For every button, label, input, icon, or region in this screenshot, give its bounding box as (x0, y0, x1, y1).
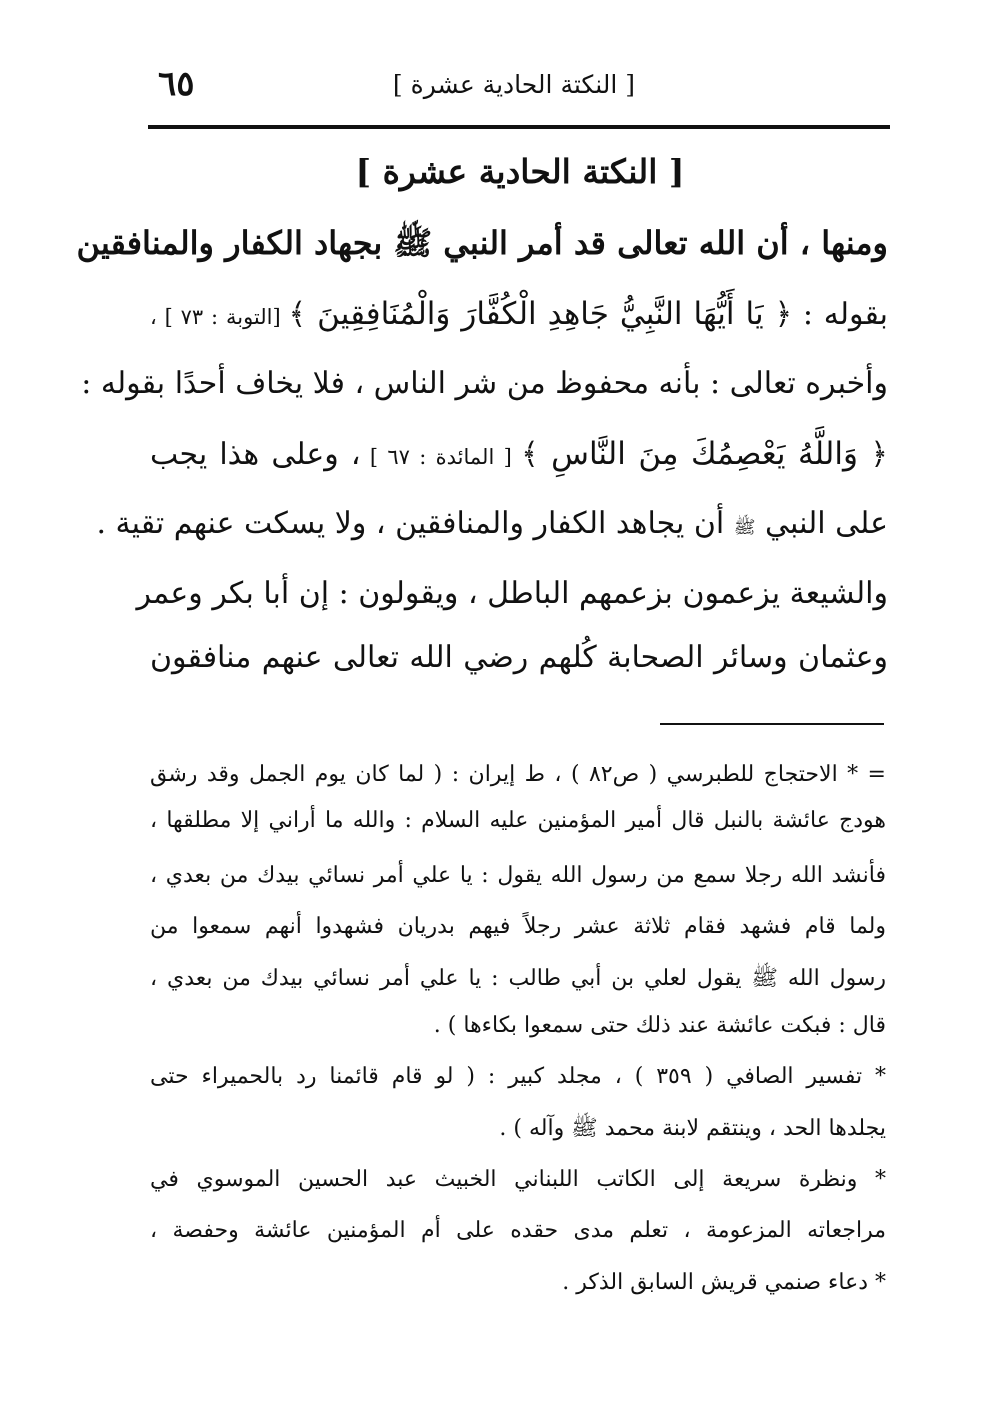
page-number: ٦٥ (158, 64, 195, 104)
footnote-line-11: * دعاء صنمي قريش السابق الذكر . (562, 1270, 886, 1295)
body-line-3: وأخبره تعالى : بأنه محفوظ من شر الناس ، فلا يخاف أحدًا بقوله : (81, 366, 888, 401)
footnote-line-5: رسول الله ﷺ يقول لعلي بن أبي طالب : يا علي أمر نسائي بيدك من بعدي ، (150, 966, 886, 991)
text-fragment: ﴿ (870, 437, 888, 472)
running-title: [ النكتة الحادية عشرة ] (392, 70, 635, 99)
footnote-line-9: * ونظرة سريعة إلى الكاتب اللبناني الخبيث عبد الحسين الموسوي في (150, 1167, 886, 1192)
text-fragment: ، وعلى هذا يجب (150, 437, 361, 472)
text-fragment: أن يجاهد الكفار والمنافقين ، ولا يسكت عنهم تقية . (96, 506, 734, 541)
salutation-glyph: ﷺ (733, 517, 756, 538)
body-line-7: وعثمان وسائر الصحابة كُلهم رضي الله تعالى عنهم منافقون (150, 640, 888, 675)
quran-verse: وَاللَّهُ يَعْصِمُكَ مِنَ النَّاسِ (538, 436, 871, 472)
running-header (150, 64, 890, 114)
body-line-1: ومنها ، أن الله تعالى قد أمر النبي ﷺ بجهاد الكفار والمنافقين (76, 224, 888, 262)
footnote-line-4: ولما قام فشهد فقام ثلاثة عشر رجلاً فيهم بدريان فشهدوا أنهم سمعوا من (150, 914, 886, 939)
footnote-line-7: * تفسير الصافي ( ٣٥٩ ) ، مجلد كبير : ( لو قام قائمنا رد بالحميراء حتى (150, 1064, 886, 1089)
body-line-6: والشيعة يزعمون بزعمهم الباطل ، ويقولون : إن أبا بكر وعمر (136, 576, 888, 611)
text-fragment: ﴾ (288, 297, 307, 332)
body-line-5 (96, 506, 888, 542)
text-fragment: بقوله : ﴿ (774, 297, 888, 332)
text-fragment: على النبي (755, 506, 888, 541)
footnote-line-3: فأنشد الله رجلا سمع من رسول الله يقول : يا علي أمر نسائي بيدك من بعدي ، (150, 863, 886, 888)
chapter-title: [ النكتة الحادية عشرة ] (355, 152, 685, 191)
verse-reference: [التوبة : ٧٣ ] ، (150, 305, 289, 329)
footnote-line-10: مراجعاته المزعومة ، تعلم مدى حقده على أم المؤمنين عائشة وحفصة ، (150, 1218, 886, 1243)
body-line-4 (150, 436, 888, 472)
footnote-line-6: قال : فبكت عائشة عند ذلك حتى سمعوا بكاءها ) . (433, 1013, 886, 1038)
footnote-line-8: يجلدها الحد ، وينتقم لابنة محمد ﷺ وآله ) . (499, 1116, 886, 1141)
footnote-separator (660, 723, 884, 725)
footnote-line-1: = * الاحتجاج للطبرسي ( ص٨٢ ) ، ط إيران : ( لما كان يوم الجمل وقد رشق (150, 762, 886, 787)
header-rule (148, 125, 890, 129)
quran-verse: يَا أَيُّهَا النَّبِيُّ جَاهِدِ الْكُفَّارَ وَالْمُنَافِقِينَ (306, 296, 775, 332)
footnote-line-2: هودج عائشة بالنبل قال أمير المؤمنين عليه السلام : والله ما أراني إلا مطلقها ، (150, 808, 886, 833)
body-line-2 (150, 296, 888, 332)
text-fragment: ﴾ (521, 437, 539, 472)
verse-reference: [ المائدة : ٦٧ ] (360, 445, 522, 469)
